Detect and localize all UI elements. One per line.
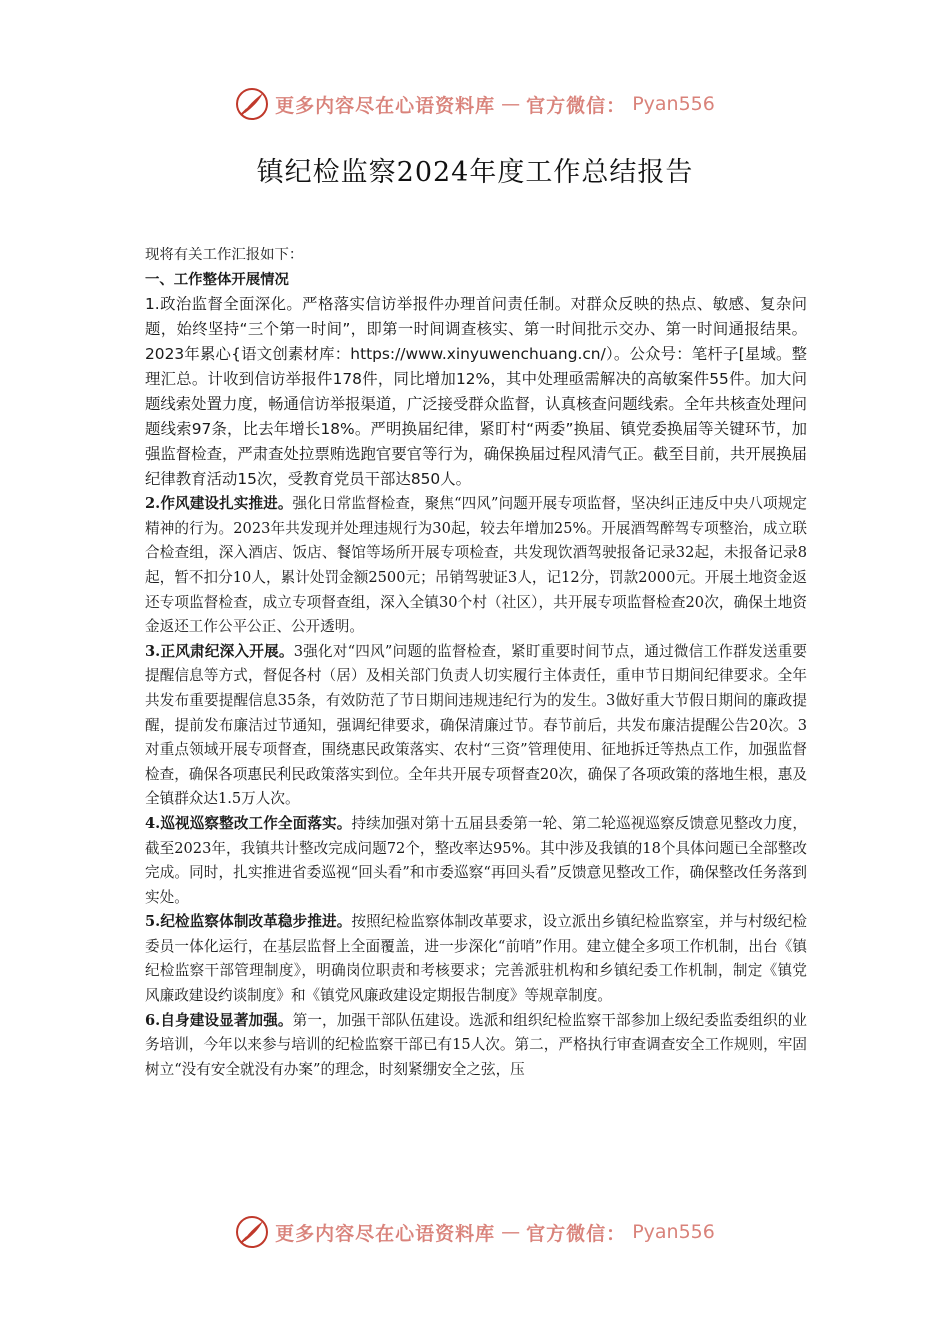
paragraph-1-text: 1.政治监督全面深化。严格落实信访举报件办理首问责任制。对群众反映的热点、敏感、复杂问题，始终坚持“三个第一时间”，即第一时间调查核实、第一时间批示交办、第一时间通报结果。2023年累心{语文创素材库：https://www.xinyuwenchuang.cn/）。公众号：笔杆子[星域。整理汇总。计收到信访举报件178件，同比增加12%，其中处理亟需解决的高敏案件55件。加大问题线索处置力度，畅通信访举报渠道，广泛接受群众监督，认真核查问题线索。全年共核查处理问题线索97条，比去年增长18%。严明换届纪律，紧盯村“两委”换届、镇党委换届等关键环节，加强监督检查，严肃查处拉票贿选跑官要官等行为，确保换届过程风清气正。截至目前，共开展换届纪律教育活动15次，受教育党员干部达850人。 [145,295,807,489]
paragraph-4-text: 持续加强对第十五届县委第一轮、第二轮巡视巡察反馈意见整改力度，截至2023年，我镇共计整改完成问题72个，整改率达95%。其中涉及我镇的18个具体问题已全部整改完成。同时，扎实推进省委巡视“回头看”和市委巡察“再回头看”反馈意见整改工作，确保整改任务落到实处。 [145,814,807,906]
banner-official: 官方微信： [526,1222,627,1245]
paragraph-5 [145,910,807,1008]
paragraph-3-lead: 3.正风肃纪深入开展。 [145,642,294,660]
paragraph-2-text: 强化日常监督检查，聚焦“四风”问题开展专项监督，坚决纠正违反中央八项规定精神的行为。2023年共发现并处理违规行为30起，较去年增加25%。开展酒驾醉驾专项整治，成立联合检查组，深入酒店、饭店、餐馆等场所开展专项检查，共发现饮酒驾驶报备记录32起，未报备记录8起，暂不扣分10人，累计处罚金额2500元；吊销驾驶证3人，记12分，罚款2000元。开展土地资金返还专项监督检查，成立专项督查组，深入全镇30个村（社区），共开展专项监督检查20次，确保土地资金返还工作公平公正、公开透明。 [145,495,807,636]
paragraph-5-lead: 5.纪检监察体制改革稳步推进。 [145,913,352,931]
paragraph-1 [145,292,807,492]
paragraph-5-text: 按照纪检监察体制改革要求，设立派出乡镇纪检监察室，并与村级纪检委员一体化运行，在基层监督上全面覆盖，进一步深化“前哨”作用。建立健全多项工作机制，出台《镇纪检监察干部管理制度》，明确岗位职责和考核要求；完善派驻机构和乡镇纪委工作机制，制定《镇党风廉政建设约谈制度》和《镇党风廉政建设定期报告制度》等规章制度。 [145,913,807,1005]
paragraph-6 [145,1009,807,1083]
document-title: 镇纪检监察2024年度工作总结报告 [256,157,694,188]
paragraph-2-lead: 2.作风建设扎实推进。 [145,495,293,513]
banner-separator: — [501,93,521,115]
quill-logo-icon [235,87,269,121]
paragraph-4 [145,812,807,910]
banner-wechat-id: Pyan556 [632,1221,715,1243]
document-body [145,243,807,1082]
banner-wechat-id: Pyan556 [632,93,715,115]
paragraph-3-text: 3强化对“四风”问题的监督检查，紧盯重要时间节点，通过微信工作群发送重要提醒信息等方式，督促各村（居）及相关部门负责人切实履行主体责任，重申节日期间纪律要求。全年共发布重要提醒信息35条，有效防范了节日期间违规违纪行为的发生。3做好重大节假日期间的廉政提醒，提前发布廉洁过节通知，强调纪律要求，确保清廉过节。春节前后，共发布廉洁提醒公告20次。3对重点领域开展专项督查，围绕惠民政策落实、农村“三资”管理使用、征地拆迁等热点工作，加强监督检查，确保各项惠民利民政策落实到位。全年共开展专项督查20次，确保了各项政策的落地生根，惠及全镇群众达1.5万人次。 [145,642,807,808]
banner-text: 更多内容尽在心语资料库 [275,94,496,117]
header-banner [0,84,950,124]
banner-text: 更多内容尽在心语资料库 [275,1222,496,1245]
footer-banner [0,1212,950,1252]
banner-separator: — [501,1221,521,1243]
quill-logo-icon [235,1215,269,1249]
paragraph-6-lead: 6.自身建设显著加强。 [145,1011,293,1029]
paragraph-3 [145,640,807,812]
intro-line: 现将有关工作汇报如下： [145,247,304,263]
paragraph-6-text: 第一，加强干部队伍建设。选派和组织纪检监察干部参加上级纪委监委组织的业务培训，今年以来参与培训的纪检监察干部已有15人次。第二，严格执行审查调查安全工作规则，牢固树立“没有安全就没有办案”的理念，时刻紧绷安全之弦，压 [145,1011,807,1078]
paragraph-4-lead: 4.巡视巡察整改工作全面落实。 [145,814,352,832]
paragraph-2 [145,492,807,640]
section-heading: 一、工作整体开展情况 [145,271,289,288]
banner-official: 官方微信： [526,94,627,117]
